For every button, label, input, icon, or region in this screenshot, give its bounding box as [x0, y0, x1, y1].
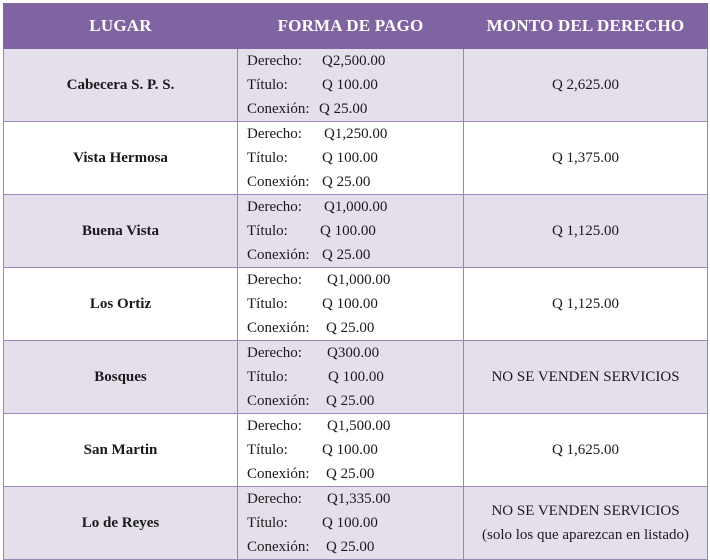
titulo-label: Título:	[247, 296, 288, 312]
fees-table	[3, 3, 708, 560]
amount-text: NO SE VENDEN SERVICIOS	[491, 369, 680, 385]
derecho-line	[247, 414, 463, 438]
conexion-label: Conexión:	[247, 320, 310, 336]
titulo-label: Título:	[247, 369, 288, 385]
payment-cell	[238, 122, 464, 195]
titulo-value: Q 100.00	[328, 369, 384, 385]
place-cell: Cabecera S. P. S.	[4, 49, 238, 122]
place-cell: San Martin	[4, 414, 238, 487]
conexion-label: Conexión:	[247, 247, 310, 263]
place-cell: Lo de Reyes	[4, 487, 238, 560]
titulo-line	[247, 73, 463, 97]
derecho-line	[247, 49, 463, 73]
table-row	[4, 49, 708, 122]
payment-cell	[238, 487, 464, 560]
amount-text: NO SE VENDEN SERVICIOS	[491, 503, 680, 519]
derecho-label: Derecho:	[247, 53, 302, 69]
header-row	[4, 4, 708, 49]
titulo-label: Título:	[247, 223, 288, 239]
place-cell: Vista Hermosa	[4, 122, 238, 195]
amount-text: Q 1,375.00	[551, 150, 620, 166]
titulo-line	[247, 438, 463, 462]
payment-cell	[238, 195, 464, 268]
conexion-value: Q 25.00	[322, 247, 371, 263]
titulo-label: Título:	[247, 515, 288, 531]
amount-cell	[464, 195, 708, 268]
table-row	[4, 268, 708, 341]
titulo-label: Título:	[247, 442, 288, 458]
amount-note: (solo los que aparezcan en listado)	[481, 527, 689, 543]
derecho-label: Derecho:	[247, 126, 302, 142]
conexion-value: Q 25.00	[326, 466, 375, 482]
payment-cell	[238, 268, 464, 341]
derecho-label: Derecho:	[247, 491, 302, 507]
table-header	[4, 4, 708, 49]
conexion-line	[247, 389, 463, 413]
fees-table-wrapper	[3, 3, 707, 560]
titulo-value: Q 100.00	[320, 223, 376, 239]
titulo-line	[247, 146, 463, 170]
conexion-value: Q 25.00	[322, 174, 371, 190]
derecho-value: Q1,500.00	[327, 418, 391, 434]
titulo-line	[247, 219, 463, 243]
titulo-line	[247, 365, 463, 389]
titulo-label: Título:	[247, 150, 288, 166]
titulo-line	[247, 511, 463, 535]
titulo-value: Q 100.00	[322, 77, 378, 93]
payment-cell	[238, 414, 464, 487]
place-cell: Bosques	[4, 341, 238, 414]
amount-text: Q 1,625.00	[551, 442, 620, 458]
derecho-value: Q1,000.00	[324, 199, 388, 215]
derecho-label: Derecho:	[247, 418, 302, 434]
conexion-line	[247, 535, 463, 559]
conexion-value: Q 25.00	[319, 101, 368, 117]
derecho-value: Q1,250.00	[324, 126, 388, 142]
amount-cell	[464, 487, 708, 560]
amount-cell	[464, 268, 708, 341]
amount-cell	[464, 122, 708, 195]
header-monto-del-derecho: MONTO DEL DERECHO	[464, 4, 708, 49]
table-row	[4, 414, 708, 487]
titulo-line	[247, 292, 463, 316]
derecho-value: Q300.00	[327, 345, 380, 361]
conexion-line	[247, 316, 463, 340]
conexion-line	[247, 462, 463, 486]
derecho-line	[247, 195, 463, 219]
amount-cell	[464, 49, 708, 122]
amount-text: Q 2,625.00	[551, 77, 620, 93]
conexion-label: Conexión:	[247, 466, 310, 482]
table-body	[4, 49, 708, 560]
conexion-label: Conexión:	[247, 174, 310, 190]
amount-cell	[464, 414, 708, 487]
derecho-line	[247, 341, 463, 365]
conexion-line	[247, 170, 463, 194]
conexion-line	[247, 243, 463, 267]
table-row	[4, 341, 708, 414]
titulo-value: Q 100.00	[322, 515, 378, 531]
titulo-value: Q 100.00	[322, 442, 378, 458]
conexion-label: Conexión:	[247, 393, 310, 409]
derecho-line	[247, 268, 463, 292]
table-row	[4, 487, 708, 560]
conexion-value: Q 25.00	[326, 320, 375, 336]
derecho-value: Q2,500.00	[322, 53, 386, 69]
titulo-label: Título:	[247, 77, 288, 93]
amount-cell	[464, 341, 708, 414]
conexion-label: Conexión:	[247, 101, 310, 117]
amount-text: Q 1,125.00	[551, 223, 620, 239]
derecho-label: Derecho:	[247, 345, 302, 361]
conexion-value: Q 25.00	[326, 539, 375, 555]
amount-text: Q 1,125.00	[551, 296, 620, 312]
derecho-value: Q1,335.00	[327, 491, 391, 507]
conexion-label: Conexión:	[247, 539, 310, 555]
derecho-label: Derecho:	[247, 199, 302, 215]
derecho-label: Derecho:	[247, 272, 302, 288]
derecho-value: Q1,000.00	[327, 272, 391, 288]
payment-cell	[238, 49, 464, 122]
header-lugar: LUGAR	[4, 4, 238, 49]
titulo-value: Q 100.00	[322, 296, 378, 312]
derecho-line	[247, 487, 463, 511]
conexion-line	[247, 97, 463, 121]
titulo-value: Q 100.00	[322, 150, 378, 166]
header-forma-de-pago: FORMA DE PAGO	[238, 4, 464, 49]
place-cell: Buena Vista	[4, 195, 238, 268]
payment-cell	[238, 341, 464, 414]
table-row	[4, 122, 708, 195]
conexion-value: Q 25.00	[326, 393, 375, 409]
place-cell: Los Ortiz	[4, 268, 238, 341]
derecho-line	[247, 122, 463, 146]
table-row	[4, 195, 708, 268]
